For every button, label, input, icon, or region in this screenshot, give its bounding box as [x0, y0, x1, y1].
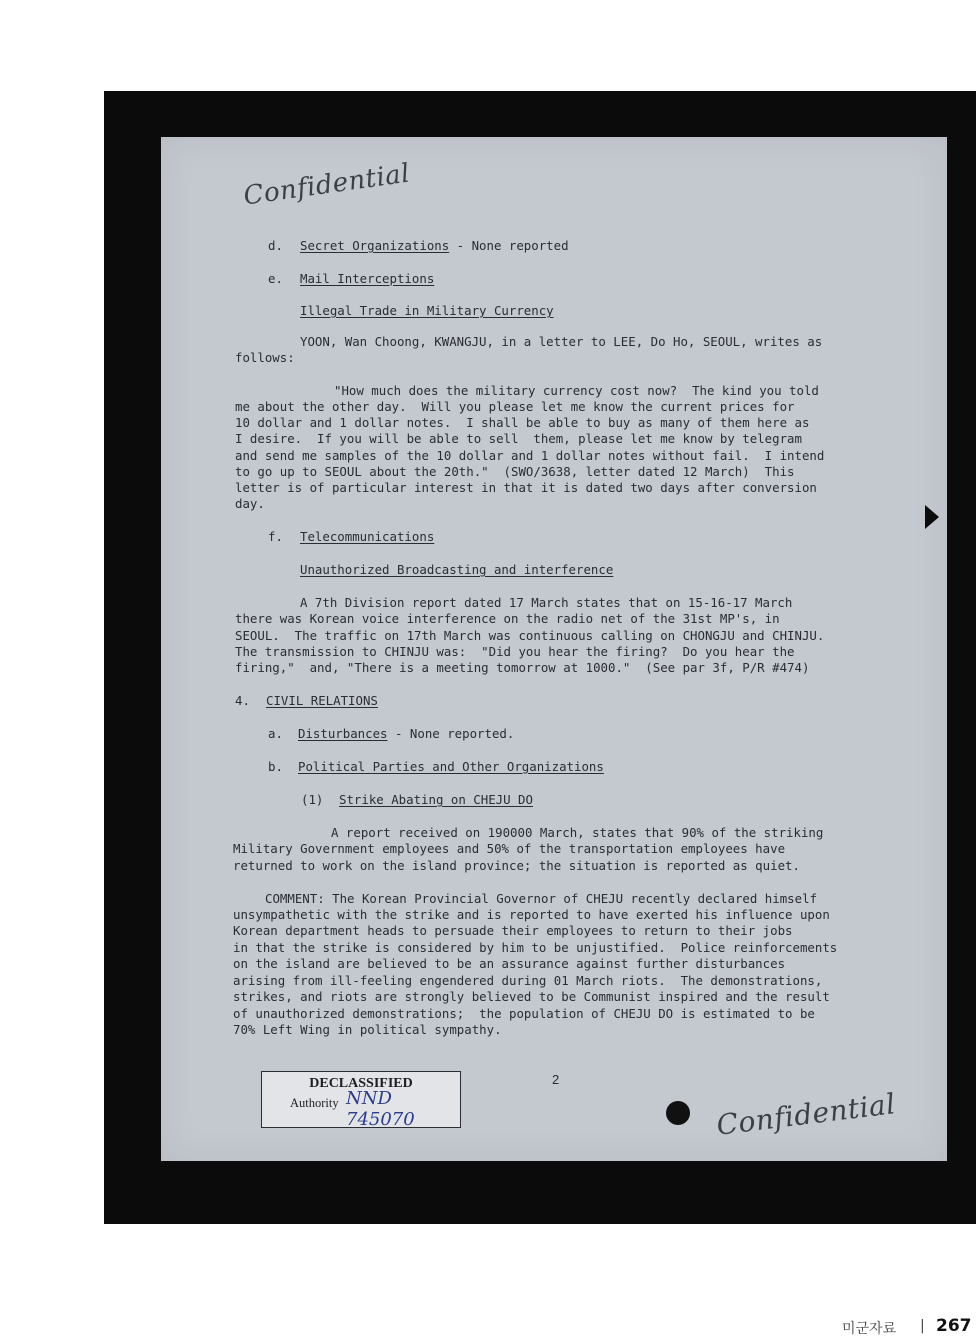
item-b1-title: Strike Abating on CHEJU DO	[339, 792, 533, 807]
item-a-title: Disturbances	[298, 726, 388, 741]
book-footer-page: 267	[936, 1316, 972, 1336]
quote-line: me about the other day. Will you please let me know the current prices for	[235, 399, 795, 414]
quote-line: to go up to SEOUL about the 20th." (SWO/3638, letter dated 12 March) This	[235, 464, 795, 479]
item-e-marker: e.	[268, 271, 283, 286]
quote-line: letter is of particular interest in that it is dated two days after conversion	[235, 480, 817, 495]
item-f-paragraph-line: SEOUL. The traffic on 17th March was continuous calling on CHONGJU and CHINJU.	[235, 628, 825, 643]
comment-line: in that the strike is considered by him to be unjustified. Police reinforcements	[233, 940, 838, 955]
book-footer-separator: |	[920, 1318, 925, 1334]
item-a-line	[298, 726, 514, 742]
declassified-authority-number: NND 745070	[346, 1088, 415, 1130]
comment-line: of unauthorized demonstrations; the population of CHEJU DO is estimated to be	[233, 1006, 815, 1021]
item-b-marker: b.	[268, 759, 283, 774]
item-f-paragraph-line: The transmission to CHINJU was: "Did you hear the firing? Do you hear the	[235, 644, 795, 659]
comment-line: arising from ill-feeling engendered during 01 March riots. The demonstrations,	[233, 973, 823, 988]
item-a-status: - None reported.	[387, 726, 515, 741]
report-line: returned to work on the island province; the situation is reported as quiet.	[233, 858, 800, 873]
quote-line: I desire. If you will be able to sell them, please let me know by telegram	[235, 431, 802, 446]
quote-line: 10 dollar and 1 dollar notes. I shall be able to buy as many of them here as	[235, 415, 810, 430]
hole-punch-mark	[666, 1101, 690, 1125]
comment-line: 70% Left Wing in political sympathy.	[233, 1022, 502, 1037]
comment-line: Korean department heads to persuade their employees to return to their jobs	[233, 923, 793, 938]
declassified-authority-label: Authority	[290, 1096, 339, 1110]
section-4-title: CIVIL RELATIONS	[266, 693, 378, 708]
item-d-status: - None reported	[449, 238, 569, 253]
item-d-line	[300, 238, 569, 254]
item-f-paragraph-line: firing," and, "There is a meeting tomorrow at 1000." (See par 3f, P/R #474)	[235, 660, 810, 675]
item-a-marker: a.	[268, 726, 283, 741]
page-number: 2	[552, 1072, 560, 1087]
declassified-stamp	[261, 1071, 461, 1128]
book-footer-label: 미군자료	[842, 1321, 897, 1337]
item-f-paragraph-line: A 7th Division report dated 17 March states that on 15-16-17 March	[300, 595, 793, 610]
section-4-marker: 4.	[235, 693, 250, 708]
binder-clip-mark	[925, 505, 939, 529]
confidential-stamp-top: Confidential	[241, 158, 412, 212]
item-f-subtitle: Unauthorized Broadcasting and interference	[300, 562, 614, 577]
item-f-marker: f.	[268, 529, 283, 544]
comment-line: unsympathetic with the strike and is reported to have exerted his influence upon	[233, 907, 830, 922]
report-line: Military Government employees and 50% of the transportation employees have	[233, 841, 786, 856]
declassified-title: DECLASSIFIED	[309, 1076, 413, 1091]
item-f-title: Telecommunications	[300, 529, 435, 544]
quote-line: and send me samples of the 10 dollar and 1 dollar notes without fail. I intend	[235, 448, 825, 463]
comment-line: COMMENT: The Korean Provincial Governor of CHEJU recently declared himself	[265, 891, 818, 906]
item-d-title: Secret Organizations	[300, 238, 450, 253]
item-e-title: Mail Interceptions	[300, 271, 435, 286]
report-line: A report received on 190000 March, states that 90% of the striking	[331, 825, 824, 840]
item-e-subtitle: Illegal Trade in Military Currency	[300, 303, 554, 318]
item-b1-marker: (1)	[301, 792, 324, 807]
item-b-title: Political Parties and Other Organizations	[298, 759, 604, 774]
item-f-paragraph-line: there was Korean voice interference on the radio net of the 31st MP's, in	[235, 611, 780, 626]
confidential-stamp-bottom: Confidential	[714, 1087, 898, 1142]
item-e-paragraph-line-1: YOON, Wan Choong, KWANGJU, in a letter to LEE, Do Ho, SEOUL, writes as	[300, 334, 823, 349]
item-e-paragraph-line-2: follows:	[235, 350, 295, 365]
quote-line: "How much does the military currency cost now? The kind you told	[334, 383, 819, 398]
item-d-marker: d.	[268, 238, 283, 253]
comment-line: strikes, and riots are strongly believed to be Communist inspired and the result	[233, 989, 830, 1004]
comment-line: on the island are believed to be an assurance against further disturbances	[233, 956, 786, 971]
quote-line: day.	[235, 496, 265, 511]
